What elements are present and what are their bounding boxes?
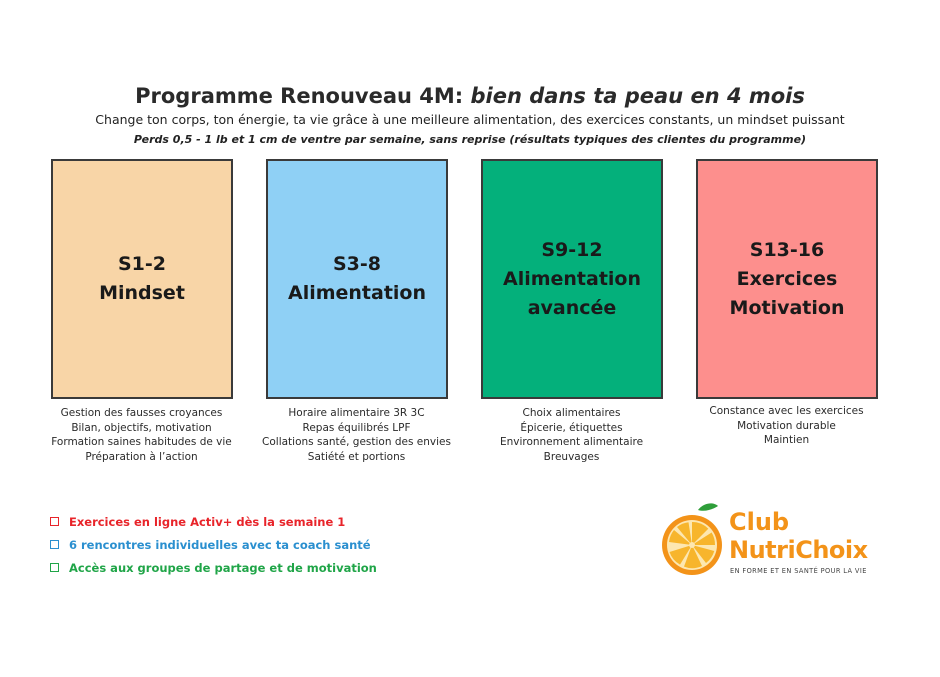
logo-club-text: Club xyxy=(729,508,790,536)
phase-week-label: S1-2 xyxy=(117,253,166,275)
phase-items-alimentation xyxy=(249,406,464,464)
phase-card-mindset xyxy=(51,159,233,399)
phase-week-label: S13-16 xyxy=(749,238,825,261)
logo-tagline: EN FORME ET EN SANTÉ POUR LA VIE xyxy=(730,567,867,575)
feature-item-exercices xyxy=(50,510,377,533)
logo-name-text: NutriChoix xyxy=(729,536,868,564)
list-item: Motivation durable xyxy=(737,419,836,432)
list-item: Breuvages xyxy=(543,450,600,463)
phase-items-alimentation-avancee xyxy=(464,406,679,464)
phase-card-exercices-motivation xyxy=(696,159,878,399)
phase-title-line2: avancée xyxy=(527,296,617,319)
phase-card-alimentation xyxy=(266,159,448,399)
features-list xyxy=(50,510,377,579)
feature-text: Accès aux groupes de partage et de motivation xyxy=(69,560,377,575)
checkbox-icon xyxy=(50,540,59,549)
phase-title: Exercices xyxy=(736,267,838,290)
phase-title: Alimentation xyxy=(287,282,427,304)
feature-text: Exercices en ligne Activ+ dès la semaine 1 xyxy=(69,514,346,529)
phase-title: Mindset xyxy=(99,282,185,304)
checkbox-icon xyxy=(50,563,59,572)
club-nutrichoix-logo xyxy=(660,500,890,580)
list-item: Préparation à l’action xyxy=(85,450,198,463)
phase-items-mindset xyxy=(34,406,249,464)
list-item: Satiété et portions xyxy=(307,450,406,463)
phase-card-alimentation-avancee xyxy=(481,159,663,399)
list-item: Collations santé, gestion des envies xyxy=(262,436,451,448)
subtitle: Change ton corps, ton énergie, ta vie grâce à une meilleure alimentation, des exercices constants, un mindset puissant xyxy=(95,112,845,127)
checkbox-icon xyxy=(50,517,59,526)
list-item: Maintien xyxy=(763,434,810,446)
list-item: Horaire alimentaire 3R 3C xyxy=(288,407,425,419)
phase-title: Alimentation xyxy=(502,267,642,290)
feature-item-groupes xyxy=(50,556,377,579)
phase-title-line2: Motivation xyxy=(729,296,845,319)
list-item: Repas équilibrés LPF xyxy=(302,421,411,434)
list-item: Bilan, objectifs, motivation xyxy=(71,421,212,434)
phase-items-exercices-motivation xyxy=(679,404,894,448)
list-item: Constance avec les exercices xyxy=(709,405,864,417)
feature-text: 6 rencontres individuelles avec ta coach santé xyxy=(69,537,371,552)
phase-week-label: S9-12 xyxy=(541,238,603,261)
phase-week-label: S3-8 xyxy=(332,253,381,275)
list-item: Épicerie, étiquettes xyxy=(520,421,623,434)
title-main: Programme Renouveau 4M: xyxy=(135,84,464,108)
orange-slice-icon xyxy=(660,500,726,580)
list-item: Choix alimentaires xyxy=(522,407,621,419)
list-item: Formation saines habitudes de vie xyxy=(51,436,232,448)
list-item: Gestion des fausses croyances xyxy=(60,407,223,419)
list-item: Environnement alimentaire xyxy=(499,436,644,448)
page-title xyxy=(0,84,940,108)
title-italic: bien dans ta peau en 4 mois xyxy=(470,84,805,108)
feature-item-rencontres xyxy=(50,533,377,556)
tagline: Perds 0,5 - 1 lb et 1 cm de ventre par semaine, sans reprise (résultats typiques des clientes du programme) xyxy=(133,133,807,146)
